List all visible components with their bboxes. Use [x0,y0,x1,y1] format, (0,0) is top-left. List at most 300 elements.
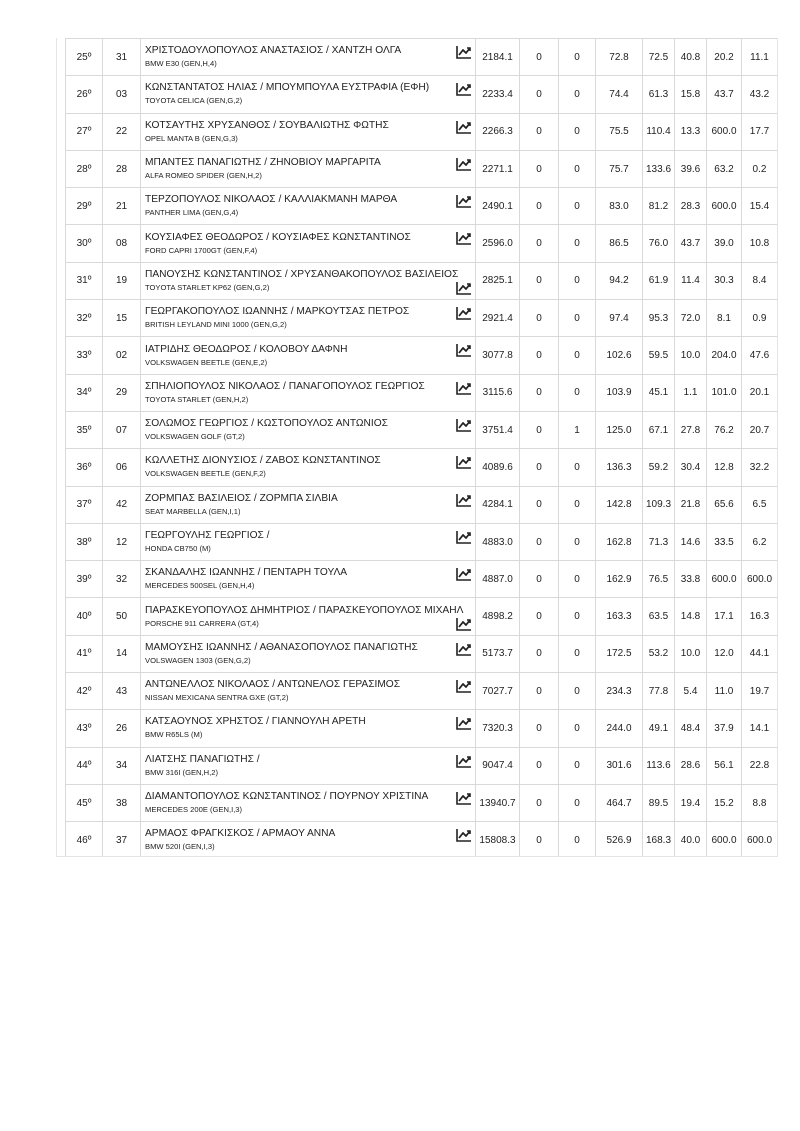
line-chart-icon[interactable] [456,343,472,357]
total-time-cell: 3751.4 [476,411,520,448]
value-cell: 113.6 [643,747,675,784]
value-cell: 76.0 [643,225,675,262]
retire-count-cell: 0 [559,523,596,560]
crew-names: ΣΠΗΛΙΟΠΟΥΛΟΣ ΝΙΚΟΛΑΟΣ / ΠΑΝΑΓΟΠΟΥΛΟΣ ΓΕΩΡΓΙΟΣ [145,380,425,392]
value-cell: 47.6 [742,337,778,374]
value-cell: 32.2 [742,449,778,486]
value-cell: 72.8 [596,39,643,76]
retire-count-cell: 0 [559,673,596,710]
value-cell: 234.3 [596,673,643,710]
total-time-cell: 2271.1 [476,150,520,187]
value-cell: 30.3 [707,262,742,299]
value-cell: 6.2 [742,523,778,560]
penalty-count-cell: 0 [520,262,559,299]
penalty-count-cell: 0 [520,486,559,523]
car-model: MERCEDES 200E (GEN,I,3) [145,805,243,815]
table-row [66,411,778,448]
total-time-cell: 7027.7 [476,673,520,710]
crew-cell [141,337,476,374]
retire-count-cell: 0 [559,113,596,150]
value-cell: 75.7 [596,150,643,187]
position-cell: 46º [66,822,103,857]
line-chart-icon[interactable] [456,679,472,693]
car-number-cell: 38 [103,784,141,821]
value-cell: 28.6 [675,747,707,784]
table-row [66,598,778,635]
crew-names: ΚΟΤΣΑΥΤΗΣ ΧΡΥΣΑΝΘΟΣ / ΣΟΥΒΑΛΙΩΤΗΣ ΦΩΤΗΣ [145,119,389,131]
value-cell: 43.7 [707,76,742,113]
value-cell: 72.5 [643,39,675,76]
value-cell: 33.8 [675,561,707,598]
crew-cell [141,300,476,337]
crew-names: ΙΑΤΡΙΔΗΣ ΘΕΟΔΩΡΟΣ / ΚΟΛΟΒΟΥ ΔΑΦΝΗ [145,343,348,355]
value-cell: 40.0 [675,822,707,857]
car-number-cell: 26 [103,710,141,747]
table-row [66,39,778,76]
value-cell: 109.3 [643,486,675,523]
table-row [66,449,778,486]
value-cell: 16.3 [742,598,778,635]
car-model: FORD CAPRI 1700GT (GEN,F,4) [145,245,258,255]
value-cell: 39.6 [675,150,707,187]
value-cell: 162.8 [596,523,643,560]
crew-names: ΚΑΤΣΑΟΥΝΟΣ ΧΡΗΣΤΟΣ / ΓΙΑΝΝΟΥΛΗ ΑΡΕΤΗ [145,716,366,728]
value-cell: 65.6 [707,486,742,523]
car-number-cell: 22 [103,113,141,150]
value-cell: 75.5 [596,113,643,150]
total-time-cell: 5173.7 [476,635,520,672]
value-cell: 28.3 [675,188,707,225]
position-cell: 38º [66,523,103,560]
crew-cell [141,374,476,411]
value-cell: 8.8 [742,784,778,821]
value-cell: 0.9 [742,300,778,337]
value-cell: 19.7 [742,673,778,710]
line-chart-icon[interactable] [456,418,472,432]
value-cell: 15.4 [742,188,778,225]
total-time-cell: 2596.0 [476,225,520,262]
penalty-count-cell: 0 [520,598,559,635]
value-cell: 13.3 [675,113,707,150]
crew-cell [141,150,476,187]
value-cell: 12.0 [707,635,742,672]
total-time-cell: 7320.3 [476,710,520,747]
table-row [66,561,778,598]
value-cell: 0.2 [742,150,778,187]
retire-count-cell: 0 [559,150,596,187]
table-row [66,784,778,821]
position-cell: 26º [66,76,103,113]
value-cell: 163.3 [596,598,643,635]
crew-cell [141,635,476,672]
retire-count-cell: 0 [559,784,596,821]
car-model: BMW 316I (GEN,H,2) [145,767,218,777]
penalty-count-cell: 0 [520,113,559,150]
crew-names: ΚΟΥΣΙΑΦΕΣ ΘΕΟΔΩΡΟΣ / ΚΟΥΣΙΑΦΕΣ ΚΩΝΣΤΑΝΤΙΝΟΣ [145,231,411,243]
total-time-cell: 4887.0 [476,561,520,598]
retire-count-cell: 0 [559,188,596,225]
crew-names: ΣΚΑΝΔΑΛΗΣ ΙΩΑΝΝΗΣ / ΠΕΝΤΑΡΗ ΤΟΥΛΑ [145,567,348,579]
car-number-cell: 32 [103,561,141,598]
position-cell: 33º [66,337,103,374]
value-cell: 19.4 [675,784,707,821]
crew-cell [141,747,476,784]
value-cell: 20.1 [742,374,778,411]
value-cell: 37.9 [707,710,742,747]
table-row [66,673,778,710]
position-cell: 37º [66,486,103,523]
crew-names: ΓΕΩΡΓΑΚΟΠΟΥΛΟΣ ΙΩΑΝΝΗΣ / ΜΑΡΚΟΥΤΣΑΣ ΠΕΤΡΟΣ [145,306,410,318]
penalty-count-cell: 0 [520,150,559,187]
car-model: TOYOTA STARLET KP62 (GEN,G,2) [145,282,270,292]
value-cell: 11.4 [675,262,707,299]
value-cell: 15.8 [675,76,707,113]
value-cell: 10.0 [675,635,707,672]
line-chart-icon[interactable] [456,381,472,395]
retire-count-cell: 0 [559,561,596,598]
penalty-count-cell: 0 [520,747,559,784]
penalty-count-cell: 0 [520,411,559,448]
value-cell: 53.2 [643,635,675,672]
line-chart-icon[interactable] [456,642,472,656]
crew-cell [141,225,476,262]
crew-cell [141,449,476,486]
car-model: PORSCHE 911 CARRERA (GT,4) [145,618,259,628]
crew-names: ΛΙΑΤΣΗΣ ΠΑΝΑΓΙΩΤΗΣ / [145,753,260,765]
value-cell: 244.0 [596,710,643,747]
position-cell: 34º [66,374,103,411]
line-chart-icon[interactable] [456,120,472,134]
crew-names: ΓΕΩΡΓΟΥΛΗΣ ΓΕΩΡΓΙΟΣ / [145,530,270,541]
total-time-cell: 4089.6 [476,449,520,486]
car-model: BMW E30 (GEN,H,4) [145,59,217,69]
value-cell: 56.1 [707,747,742,784]
position-cell: 43º [66,710,103,747]
line-chart-icon[interactable] [456,231,472,245]
total-time-cell: 4284.1 [476,486,520,523]
car-model: ALFA ROMEO SPIDER (GEN,H,2) [145,171,262,181]
value-cell: 43.2 [742,76,778,113]
line-chart-icon[interactable] [456,530,472,544]
car-number-cell: 42 [103,486,141,523]
value-cell: 17.1 [707,598,742,635]
position-cell: 32º [66,300,103,337]
retire-count-cell: 0 [559,300,596,337]
value-cell: 95.3 [643,300,675,337]
value-cell: 27.8 [675,411,707,448]
crew-names: ΤΕΡΖΟΠΟΥΛΟΣ ΝΙΚΟΛΑΟΣ / ΚΑΛΛΙΑΚΜΑΝΗ ΜΑΡΘΑ [145,194,398,206]
retire-count-cell: 0 [559,39,596,76]
value-cell: 33.5 [707,523,742,560]
car-number-cell: 34 [103,747,141,784]
crew-names: ΑΝΤΩΝΕΛΛΟΣ ΝΙΚΟΛΑΟΣ / ΑΝΤΩΝΕΛΟΣ ΓΕΡΑΣΙΜΟΣ [145,679,401,691]
value-cell: 17.7 [742,113,778,150]
value-cell: 39.0 [707,225,742,262]
total-time-cell: 15808.3 [476,822,520,857]
crew-names: ΜΠΑΝΤΕΣ ΠΑΝΑΓΙΩΤΗΣ / ΖΗΝΟΒΙΟΥ ΜΑΡΓΑΡΙΤΑ [145,157,381,169]
value-cell: 600.0 [707,188,742,225]
position-cell: 41º [66,635,103,672]
value-cell: 44.1 [742,635,778,672]
car-model: MERCEDES 500SEL (GEN,H,4) [145,581,255,591]
value-cell: 43.7 [675,225,707,262]
table-row [66,523,778,560]
retire-count-cell: 0 [559,374,596,411]
table-row [66,710,778,747]
value-cell: 15.2 [707,784,742,821]
crew-names: ΚΩΝΣΤΑΝΤΑΤΟΣ ΗΛΙΑΣ / ΜΠΟΥΜΠΟΥΛΑ ΕΥΣΤΡΑΦΙΑ (ΕΦΗ) [145,82,430,94]
position-cell: 29º [66,188,103,225]
crew-names: ΜΑΜΟΥΣΗΣ ΙΩΑΝΝΗΣ / ΑΘΑΝΑΣΟΠΟΥΛΟΣ ΠΑΝΑΓΙΩΤΗΣ [145,641,418,653]
crew-cell [141,262,476,299]
position-cell: 39º [66,561,103,598]
crew-cell [141,411,476,448]
value-cell: 81.2 [643,188,675,225]
car-number-cell: 31 [103,39,141,76]
crew-cell [141,561,476,598]
value-cell: 10.0 [675,337,707,374]
table-row [66,188,778,225]
retire-count-cell: 0 [559,225,596,262]
car-number-cell: 12 [103,523,141,560]
penalty-count-cell: 0 [520,635,559,672]
value-cell: 6.5 [742,486,778,523]
car-model: BRITISH LEYLAND MINI 1000 (GEN,G,2) [145,320,287,330]
crew-cell [141,39,476,76]
crew-cell [141,486,476,523]
position-cell: 35º [66,411,103,448]
value-cell: 600.0 [742,561,778,598]
value-cell: 1.1 [675,374,707,411]
position-cell: 25º [66,39,103,76]
value-cell: 89.5 [643,784,675,821]
retire-count-cell: 0 [559,449,596,486]
car-number-cell: 19 [103,262,141,299]
table-row [66,337,778,374]
penalty-count-cell: 0 [520,225,559,262]
car-number-cell: 14 [103,635,141,672]
car-model: BMW R65LS (M) [145,730,203,740]
penalty-count-cell: 0 [520,300,559,337]
car-number-cell: 50 [103,598,141,635]
line-chart-icon[interactable] [456,716,472,730]
line-chart-icon[interactable] [456,45,472,59]
car-model: TOYOTA STARLET (GEN,H,2) [145,394,249,404]
line-chart-icon[interactable] [456,828,472,842]
table-row [66,225,778,262]
penalty-count-cell: 0 [520,673,559,710]
value-cell: 600.0 [707,822,742,857]
value-cell: 21.8 [675,486,707,523]
position-cell: 31º [66,262,103,299]
car-model: VOLSWAGEN 1303 (GEN,G,2) [145,655,251,665]
line-chart-icon[interactable] [456,455,472,469]
total-time-cell: 9047.4 [476,747,520,784]
value-cell: 102.6 [596,337,643,374]
value-cell: 464.7 [596,784,643,821]
value-cell: 125.0 [596,411,643,448]
crew-cell [141,76,476,113]
car-model: VOLKSWAGEN BEETLE (GEN,E,2) [145,357,268,367]
value-cell: 14.6 [675,523,707,560]
total-time-cell: 2490.1 [476,188,520,225]
value-cell: 142.8 [596,486,643,523]
value-cell: 204.0 [707,337,742,374]
car-number-cell: 03 [103,76,141,113]
value-cell: 12.8 [707,449,742,486]
crew-cell [141,673,476,710]
value-cell: 63.5 [643,598,675,635]
total-time-cell: 2266.3 [476,113,520,150]
table-row [66,374,778,411]
position-cell: 28º [66,150,103,187]
penalty-count-cell: 0 [520,523,559,560]
value-cell: 83.0 [596,188,643,225]
penalty-count-cell: 0 [520,39,559,76]
penalty-count-cell: 0 [520,76,559,113]
position-cell: 30º [66,225,103,262]
retire-count-cell: 0 [559,76,596,113]
value-cell: 94.2 [596,262,643,299]
value-cell: 526.9 [596,822,643,857]
car-number-cell: 21 [103,188,141,225]
penalty-count-cell: 0 [520,337,559,374]
value-cell: 14.1 [742,710,778,747]
total-time-cell: 3077.8 [476,337,520,374]
value-cell: 97.4 [596,300,643,337]
crew-cell [141,188,476,225]
value-cell: 45.1 [643,374,675,411]
total-time-cell: 4898.2 [476,598,520,635]
value-cell: 86.5 [596,225,643,262]
car-number-cell: 43 [103,673,141,710]
value-cell: 600.0 [707,561,742,598]
results-frame [56,38,778,857]
car-model: TOYOTA CELICA (GEN,G,2) [145,96,243,106]
line-chart-icon[interactable] [456,754,472,768]
penalty-count-cell: 0 [520,188,559,225]
crew-names: ΠΑΝΟΥΣΗΣ ΚΩΝΣΤΑΝΤΙΝΟΣ / ΧΡΥΣΑΝΘΑΚΟΠΟΥΛΟΣ ΒΑΣΙΛΕΙΟΣ [145,268,459,280]
table-row [66,486,778,523]
car-number-cell: 15 [103,300,141,337]
line-chart-icon[interactable] [456,493,472,507]
penalty-count-cell: 0 [520,374,559,411]
car-number-cell: 02 [103,337,141,374]
position-cell: 27º [66,113,103,150]
value-cell: 14.8 [675,598,707,635]
value-cell: 76.2 [707,411,742,448]
total-time-cell: 4883.0 [476,523,520,560]
crew-cell [141,113,476,150]
penalty-count-cell: 0 [520,784,559,821]
position-cell: 44º [66,747,103,784]
penalty-count-cell: 0 [520,710,559,747]
value-cell: 48.4 [675,710,707,747]
car-number-cell: 08 [103,225,141,262]
total-time-cell: 3115.6 [476,374,520,411]
line-chart-icon[interactable] [456,281,472,295]
line-chart-icon[interactable] [456,567,472,581]
value-cell: 49.1 [643,710,675,747]
value-cell: 10.8 [742,225,778,262]
crew-names: ΑΡΜΑΟΣ ΦΡΑΓΚΙΣΚΟΣ / ΑΡΜΑΟΥ ΑΝΝΑ [145,828,336,840]
total-time-cell: 13940.7 [476,784,520,821]
crew-cell [141,598,476,635]
car-model: VOLKSWAGEN BEETLE (GEN,F,2) [145,469,266,479]
line-chart-icon[interactable] [456,617,472,631]
table-row [66,113,778,150]
penalty-count-cell: 0 [520,561,559,598]
value-cell: 59.5 [643,337,675,374]
table-row [66,76,778,113]
value-cell: 8.4 [742,262,778,299]
retire-count-cell: 1 [559,411,596,448]
line-chart-icon[interactable] [456,194,472,208]
value-cell: 20.2 [707,39,742,76]
car-model: BMW 520I (GEN,I,3) [145,842,215,852]
table-row [66,262,778,299]
position-cell: 42º [66,673,103,710]
value-cell: 600.0 [707,113,742,150]
value-cell: 71.3 [643,523,675,560]
car-model: OPEL MANTA B (GEN,G,3) [145,133,238,143]
retire-count-cell: 0 [559,486,596,523]
car-model: PANTHER LIMA (GEN,G,4) [145,208,239,218]
position-cell: 36º [66,449,103,486]
crew-cell [141,822,476,857]
value-cell: 110.4 [643,113,675,150]
car-model: HONDA CB750 (M) [145,544,211,553]
line-chart-icon[interactable] [456,82,472,96]
value-cell: 77.8 [643,673,675,710]
value-cell: 133.6 [643,150,675,187]
crew-cell [141,784,476,821]
car-model: VOLKSWAGEN GOLF (GT,2) [145,432,245,442]
value-cell: 168.3 [643,822,675,857]
crew-names: ΧΡΙΣΤΟΔΟΥΛΟΠΟΥΛΟΣ ΑΝΑΣΤΑΣΙΟΣ / ΧΑΝΤΖΗ ΟΛΓΑ [145,45,402,57]
value-cell: 72.0 [675,300,707,337]
total-time-cell: 2921.4 [476,300,520,337]
total-time-cell: 2233.4 [476,76,520,113]
value-cell: 301.6 [596,747,643,784]
value-cell: 103.9 [596,374,643,411]
retire-count-cell: 0 [559,262,596,299]
crew-cell [141,523,476,560]
total-time-cell: 2184.1 [476,39,520,76]
value-cell: 162.9 [596,561,643,598]
line-chart-icon[interactable] [456,791,472,805]
table-row [66,747,778,784]
value-cell: 20.7 [742,411,778,448]
car-number-cell: 37 [103,822,141,857]
total-time-cell: 2825.1 [476,262,520,299]
value-cell: 63.2 [707,150,742,187]
retire-count-cell: 0 [559,747,596,784]
table-row [66,635,778,672]
value-cell: 40.8 [675,39,707,76]
value-cell: 101.0 [707,374,742,411]
car-model: NISSAN MEXICANA SENTRA GXE (GT,2) [145,693,289,703]
car-number-cell: 29 [103,374,141,411]
retire-count-cell: 0 [559,710,596,747]
value-cell: 172.5 [596,635,643,672]
line-chart-icon[interactable] [456,306,472,320]
retire-count-cell: 0 [559,635,596,672]
car-number-cell: 28 [103,150,141,187]
position-cell: 40º [66,598,103,635]
line-chart-icon[interactable] [456,157,472,171]
crew-names: ΖΟΡΜΠΑΣ ΒΑΣΙΛΕΙΟΣ / ΖΟΡΜΠΑ ΣΙΛΒΙΑ [145,492,338,504]
